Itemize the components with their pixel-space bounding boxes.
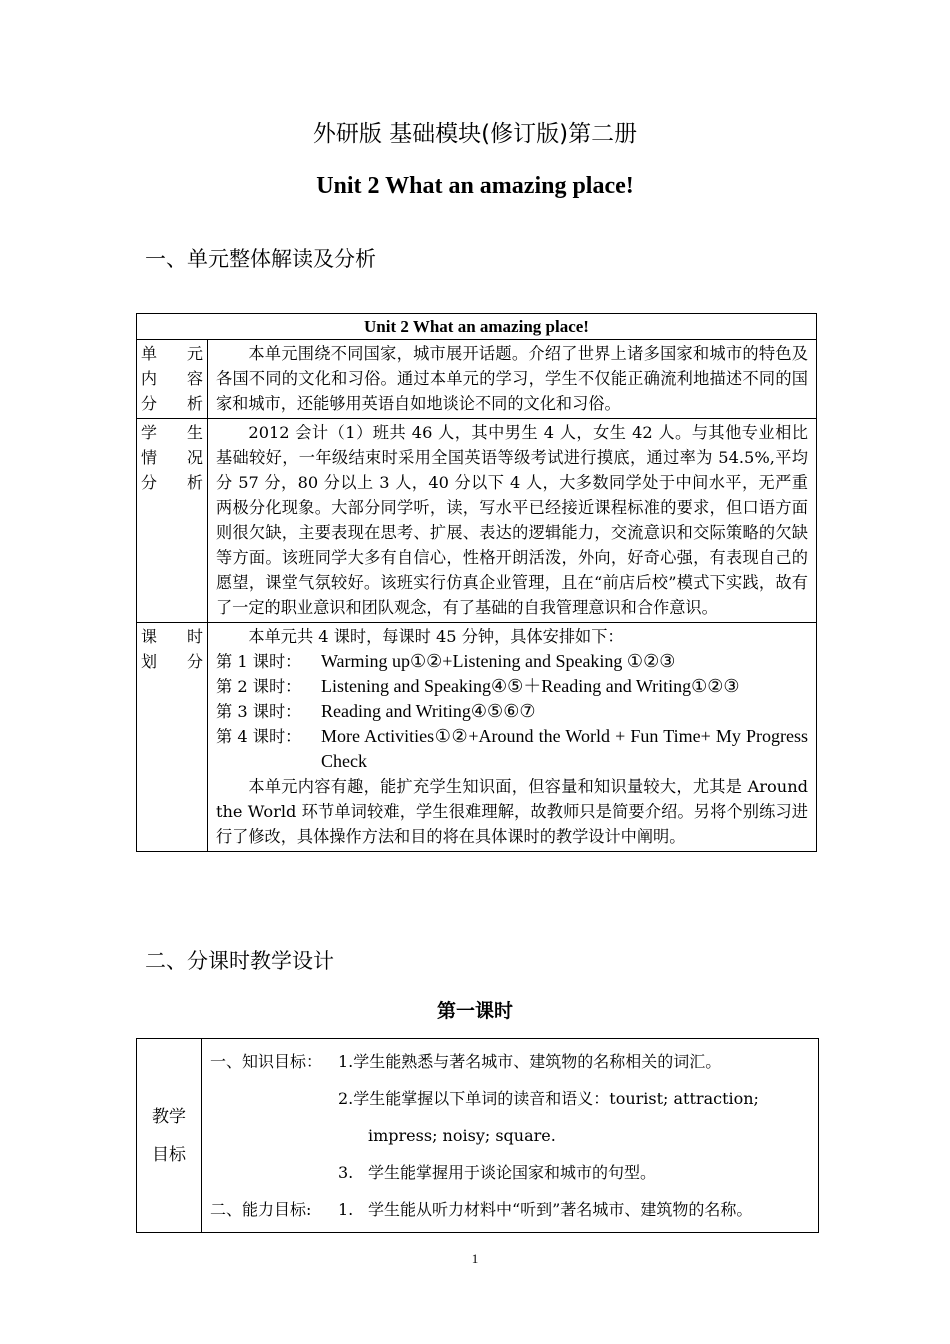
schedule-cell (208, 623, 817, 852)
ability-goal-item: 二、能力目标: 1. 学生能从听力材料中“听到”著名城市、建筑物的名称。 (210, 1200, 753, 1219)
table-row-student-analysis (137, 419, 817, 623)
goals-label: 教学 目标 (137, 1039, 202, 1233)
row-label: 学 生 情 况 分 析 (137, 419, 208, 623)
knowledge-goal-item: 2. 学生能掌握以下单词的读音和语义：tourist; attraction; (338, 1089, 759, 1108)
schedule-item: 第 3 课时： Reading and Writing④⑤⑥⑦ (216, 701, 536, 721)
schedule-intro: 本单元共 4 课时，每课时 45 分钟，具体安排如下： (248, 627, 624, 646)
table-row-content-analysis (137, 340, 817, 419)
row-label: 单 元 内 容 分 析 (137, 340, 208, 419)
schedule-item: 第 4 课时： More Activities①②+Around the World + Fun Time+ My Progress Check (216, 726, 808, 771)
knowledge-goal-item: impress; noisy; square. (368, 1126, 556, 1145)
lesson-title: 第一课时 (436, 1000, 513, 1022)
document-title: 外研版 基础模块(修订版)第二册 (312, 121, 638, 147)
unit-title: Unit 2 What an amazing place! (316, 173, 634, 199)
section-heading-lesson-design: 二、分课时教学设计 (145, 949, 334, 973)
table-row-schedule (137, 623, 817, 852)
goals-content (202, 1039, 819, 1233)
row-label: 课 时 划 分 (137, 623, 208, 852)
page-number: 1 (471, 1251, 479, 1266)
row-text: 2012 会计（1）班共 46 人，其中男生 4 人，女生 42 人。与其他专业相比基础较好，一年级结束时采用全国英语等级考试进行摸底，通过率为 54.5%,平均分 57 分，80 分以上 3 人，40 分以下 4 人，大多数同学处于中间水平，无严重两极分化现象。大部分同学听，读，写水平已经接近课程标准的要求，但口语方面则很欠缺，主要表现在思考、扩展、表达的逻辑能力，交流意识和交际策略的欠缺等方面。该班同学大多有自信心，性格开朗活泼，外向，好奇心强，有表现自己的愿望，课堂气氛较好。该班实行仿真企业管理，且在“前店后校”模式下实践，故有了一定的职业意识和团队观念，有了基础的自我管理意识和合作意识。 (208, 419, 817, 623)
table-header: Unit 2 What an amazing place! (137, 314, 817, 340)
lesson-goals-table (136, 1038, 819, 1233)
knowledge-goal-item: 一、知识目标： 1. 学生能熟悉与著名城市、建筑物的名称相关的词汇。 (210, 1052, 722, 1071)
schedule-item: 第 1 课时： Warming up①②+Listening and Speaking ①②③ (216, 651, 676, 671)
schedule-item: 第 2 课时： Listening and Speaking④⑤＋Reading and Writing①②③ (216, 676, 740, 696)
section-heading-analysis: 一、单元整体解读及分析 (145, 247, 376, 271)
unit-analysis-table (136, 313, 817, 852)
schedule-note: 本单元内容有趣，能扩充学生知识面，但容量和知识量较大，尤其是 Around the World 环节单词较难，学生很难理解，故教师只是简要介绍。另将个别练习进行了修改，具体操作方法和目的将在具体课时的教学设计中阐明。 (216, 777, 808, 846)
row-text: 本单元围绕不同国家，城市展开话题。介绍了世界上诸多国家和城市的特色及各国不同的文化和习俗。通过本单元的学习，学生不仅能正确流利地描述不同的国家和城市，还能够用英语自如地谈论不同的文化和习俗。 (208, 340, 817, 419)
knowledge-goal-item: 3. 学生能掌握用于谈论国家和城市的句型。 (338, 1163, 657, 1182)
